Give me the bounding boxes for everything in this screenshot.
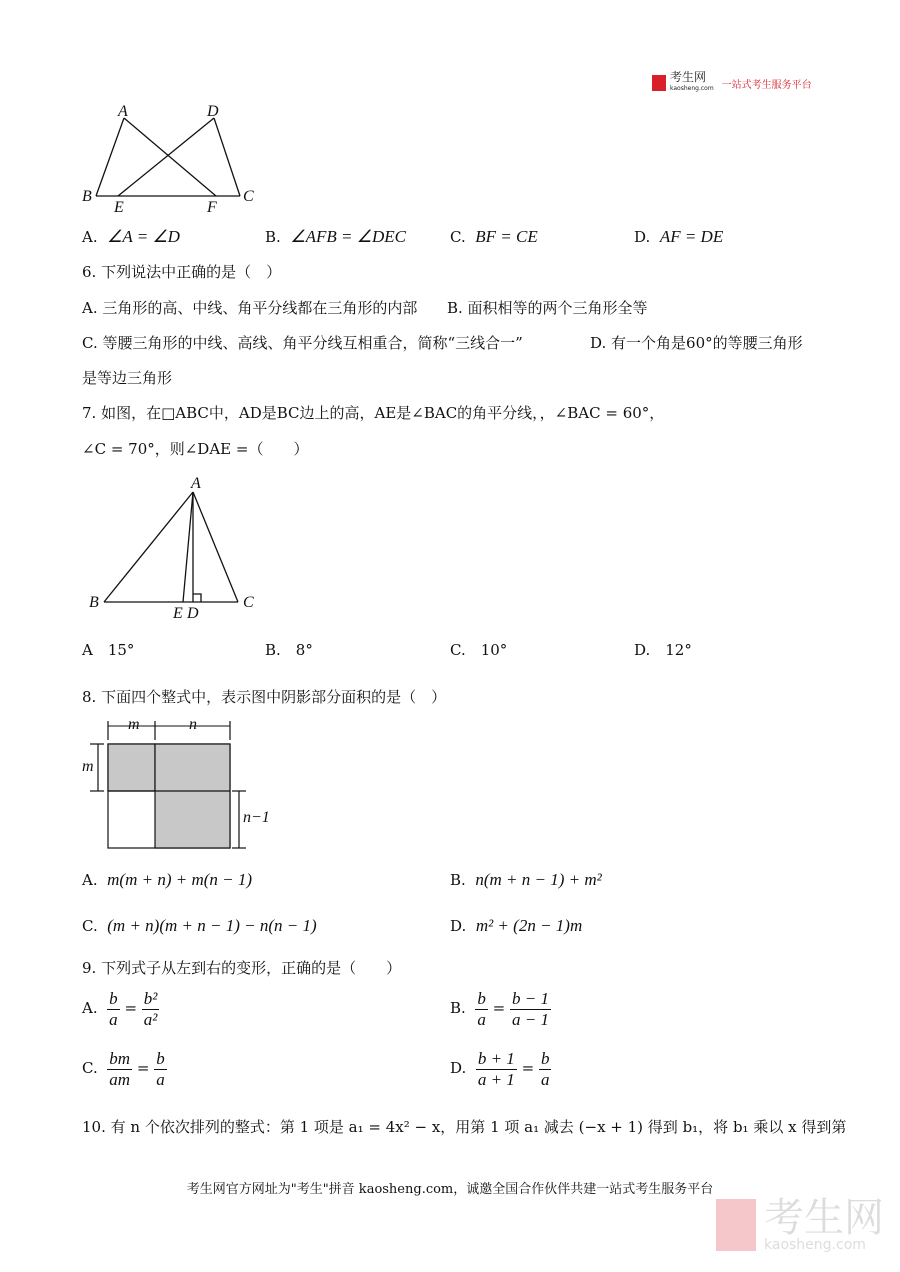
q7-stem-line2: ∠C = 70°，则∠DAE =（ ） xyxy=(82,440,309,458)
q8-option-c[interactable]: C. (m + n)(m + n − 1) − n(n − 1) xyxy=(82,916,317,935)
q7-option-d[interactable]: D. 12° xyxy=(634,641,692,659)
label-e: E xyxy=(114,199,124,216)
q5-option-d[interactable]: D. AF = DE xyxy=(634,227,724,246)
label-b: B xyxy=(89,594,99,611)
label-e: E xyxy=(173,605,183,622)
q7-option-b[interactable]: B. 8° xyxy=(265,641,313,659)
label-m-top: m xyxy=(128,716,140,733)
label-f: F xyxy=(207,199,217,216)
label-d: D xyxy=(207,103,219,120)
q9-option-d[interactable]: D. $\frac{b + 1}{a + 1}$ = $\frac{b}{a}$ xyxy=(450,1048,550,1089)
q6-stem: 6. 下列说法中正确的是（ ） xyxy=(82,263,282,281)
q5-option-b[interactable]: B. ∠AFB = ∠DEC xyxy=(265,227,406,246)
header-logo xyxy=(652,72,812,94)
q7-option-a[interactable]: A 15° xyxy=(82,641,135,659)
q7-stem-line1: 7. 如图，在□ABC中，AD是BC边上的高，AE是∠BAC的角平分线，，∠BAC = 60°， xyxy=(82,404,665,422)
watermark-logo xyxy=(716,1195,884,1253)
label-n-top: n xyxy=(189,716,197,733)
q5-option-a[interactable]: A. ∠A = ∠D xyxy=(82,227,180,246)
q8-option-d[interactable]: D. m² + (2n − 1)m xyxy=(450,916,583,935)
logo-domain: kaosheng.com xyxy=(670,85,714,92)
logo-mark-icon xyxy=(652,75,666,91)
q9-stem: 9. 下列式子从左到右的变形，正确的是（ ） xyxy=(82,959,402,977)
q8-stem: 8. 下面四个整式中，表示图中阴影部分面积的是（ ） xyxy=(82,688,447,706)
q6-option-b[interactable]: B. 面积相等的两个三角形全等 xyxy=(447,299,648,317)
watermark-domain: kaosheng.com xyxy=(764,1237,866,1253)
label-a: A xyxy=(118,103,128,120)
q8-option-b[interactable]: B. n(m + n − 1) + m² xyxy=(450,870,602,889)
q6-option-d[interactable]: D. 有一个角是60°的等腰三角形 xyxy=(590,334,803,352)
q9-option-b[interactable]: B. $\frac{b}{a}$ = $\frac{b - 1}{a - 1}$ xyxy=(450,988,549,1029)
q9-option-a[interactable]: A. $\frac{b}{a}$ = $\frac{\text{b²}}{\text{a²}}$ xyxy=(82,988,158,1029)
label-d: D xyxy=(187,605,199,622)
footer-text: 考生网官方网址为"考生"拼音 kaosheng.com，诚邀全国合作伙伴共建一站式考生服务平台 xyxy=(186,1182,714,1197)
figure-q5-triangles xyxy=(78,98,268,220)
logo-name: 考生网 xyxy=(670,70,707,84)
watermark-mark-icon xyxy=(716,1199,756,1251)
q8-option-a[interactable]: A. m(m + n) + m(n − 1) xyxy=(82,870,253,889)
q6-option-c[interactable]: C. 等腰三角形的中线、高线、角平分线互相重合，简称“三线合一” xyxy=(82,334,523,352)
q10-stem: 10. 有 n 个依次排列的整式：第 1 项是 a₁ = 4x² − x，用第 1 项 a₁ 减去 (−x + 1) 得到 b₁，将 b₁ 乘以 x 得到第 xyxy=(82,1118,847,1136)
watermark-name: 考生网 xyxy=(764,1195,884,1241)
q6-option-d-cont: 是等边三角形 xyxy=(82,369,173,387)
label-c: C xyxy=(243,188,254,205)
header-slogan: 一站式考生服务平台 xyxy=(721,79,812,91)
figure-q8-rectangle xyxy=(80,718,270,853)
q9-option-c[interactable]: C. $\frac{bm}{am}$ = $\frac{b}{a}$ xyxy=(82,1048,165,1089)
label-b: B xyxy=(82,188,92,205)
q5-option-c[interactable]: C. BF = CE xyxy=(450,227,538,246)
label-m-left: m xyxy=(82,758,94,775)
label-a: A xyxy=(191,475,201,492)
figure-q7-triangle xyxy=(90,480,260,610)
label-c: C xyxy=(243,594,254,611)
q7-option-c[interactable]: C. 10° xyxy=(450,641,508,659)
q6-option-a[interactable]: A. 三角形的高、中线、角平分线都在三角形的内部 xyxy=(82,299,418,317)
label-n-minus-1: n−1 xyxy=(243,809,270,826)
